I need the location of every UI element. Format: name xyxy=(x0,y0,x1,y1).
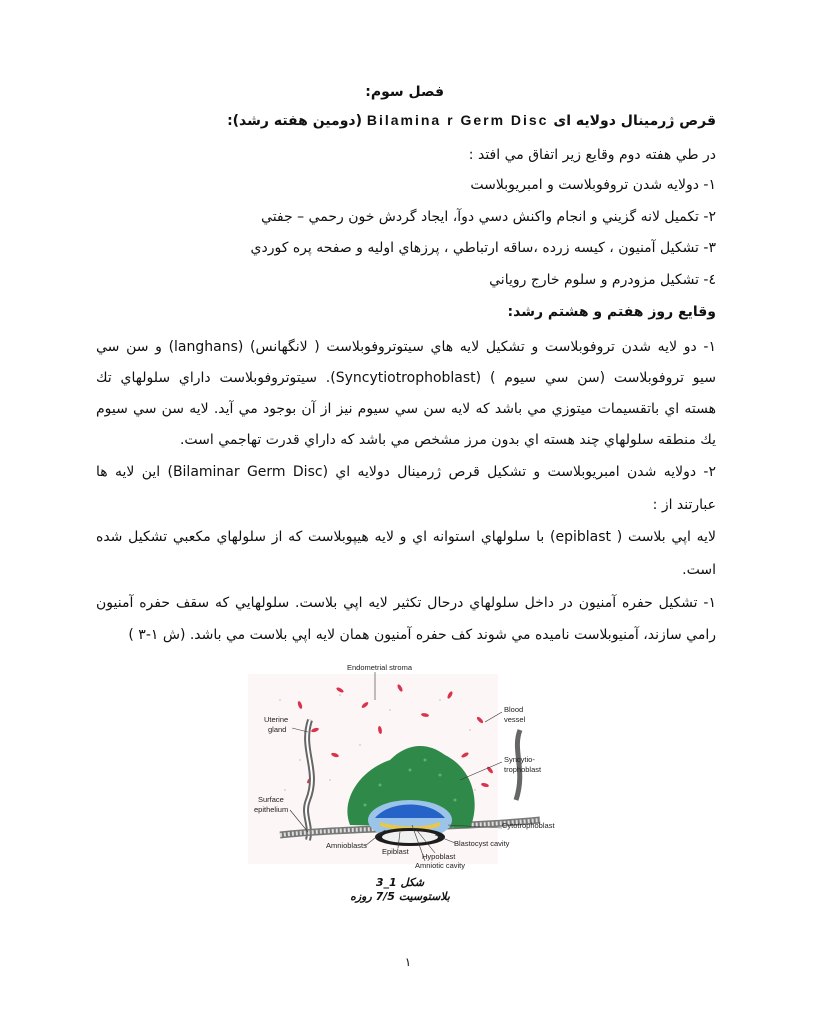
paragraph-line: ١- تشكيل حفره آمنيون در داخل سلولهاي درحال تكثير لايه اپي بلاست. سلولهايي كه سقف حفره آمنيون xyxy=(96,595,716,611)
subheading: وقايع روز هفتم و هشتم رشد: xyxy=(507,304,716,320)
label-syncytiotrophoblast: Syncytio- xyxy=(504,755,535,764)
paragraph-line: است. xyxy=(682,562,716,578)
list-item: ٤- تشكيل مزودرم و سلوم خارج روياني xyxy=(489,272,716,288)
label-hypoblast: Hypoblast xyxy=(422,852,456,861)
chapter-title: فصل سوم: xyxy=(365,84,444,100)
label-amniotic-cavity: Amniotic cavity xyxy=(415,861,466,870)
label-syncytiotrophoblast: trophoblast xyxy=(504,765,542,774)
label-epiblast: Epiblast xyxy=(382,847,409,856)
paragraph-line: لايه اپي بلاست ( epiblast) با سلولهاي استوانه اي و لايه هيپوبلاست كه از سلولهاي مكعبي تشكيل شده xyxy=(96,529,716,545)
section-heading-text-after: (دومین هفته رشد): xyxy=(227,113,362,129)
label-blastocyst-cavity: Blastocyst cavity xyxy=(454,839,510,848)
label-blood-vessel: Blood xyxy=(504,705,524,714)
label-blood-vessel: vessel xyxy=(504,715,526,724)
paragraph-line: ٢- دولايه شدن امبريوبلاست و تشكيل قرص ژرمينال دولايه اي (Bilaminar Germ Disc) اين لايه ها xyxy=(96,464,717,480)
paragraph-line: ١- دو لايه شدن تروفوبلاست و تشكيل لايه هاي سيتوتروفوبلاست ( لانگهانس) (langhans) و سن سي xyxy=(96,339,716,355)
figure-caption-subtitle: بلاستوسيت 7/5 روزه xyxy=(350,890,450,903)
label-amnioblasts: Amnioblasts xyxy=(326,841,367,850)
intro-text: در طي هفته دوم وقايع زير اتفاق مي افتد : xyxy=(468,147,716,163)
label-uterine-gland: gland xyxy=(268,725,287,734)
paragraph-line: سيو تروفوبلاست (سن سي سيوم ) (Syncytiotrophoblast). سيتوتروفوبلاست داراي سلولهاي تك xyxy=(96,370,716,386)
section-heading-latin: Bilamina r Germ Disc xyxy=(366,112,549,128)
paragraph-line: هسته اي باتقسيمات ميتوزي مي باشد كه لايه سن سي سيوم نيز از آن بوجود مي آيد. لايه سن سي سيوم xyxy=(96,401,716,417)
list-item: ٢- تكميل لانه گزيني و انجام واكنش دسي دوآ، ايجاد گردش خون رحمي – جفتي xyxy=(261,209,716,225)
label-uterine-gland: Uterine xyxy=(264,715,289,724)
section-heading-text-before: قرص ژرمینال دولایه ای xyxy=(553,113,716,129)
label-endometrial-stroma: Endometrial stroma xyxy=(347,663,413,672)
page-number: ١ xyxy=(404,955,412,969)
figure-caption-title: شكل 1_3 xyxy=(375,876,425,889)
blastocyst-illustration xyxy=(240,660,570,875)
paragraph-line: يك منطقه سلولهاي چند هسته اي بدون مرز مشخص مي باشد كه داراي قدرت تهاجمي است. xyxy=(179,432,716,448)
list-item: ٣- تشكيل آمنيون ، كيسه زرده ،ساقه ارتباطي ، پرزهاي اوليه و صفحه پره كوردي xyxy=(250,240,716,256)
section-heading xyxy=(96,110,716,131)
paragraph-line: عبارتند از : xyxy=(652,497,716,513)
paragraph-line: رامي سازند، آمنيوبلاست ناميده مي شوند كف حفره آمنيون همان لايه اپي بلاست مي باشد. (ش ١-٣ ) xyxy=(128,627,716,643)
list-item: ١- دولايه شدن تروفوبلاست و امبريوبلاست xyxy=(470,177,716,193)
label-cytotrophoblast: Cytotrophoblast xyxy=(502,821,555,830)
label-surface-epithelium: Surface xyxy=(258,795,284,804)
label-surface-epithelium: epithelium xyxy=(254,805,289,814)
